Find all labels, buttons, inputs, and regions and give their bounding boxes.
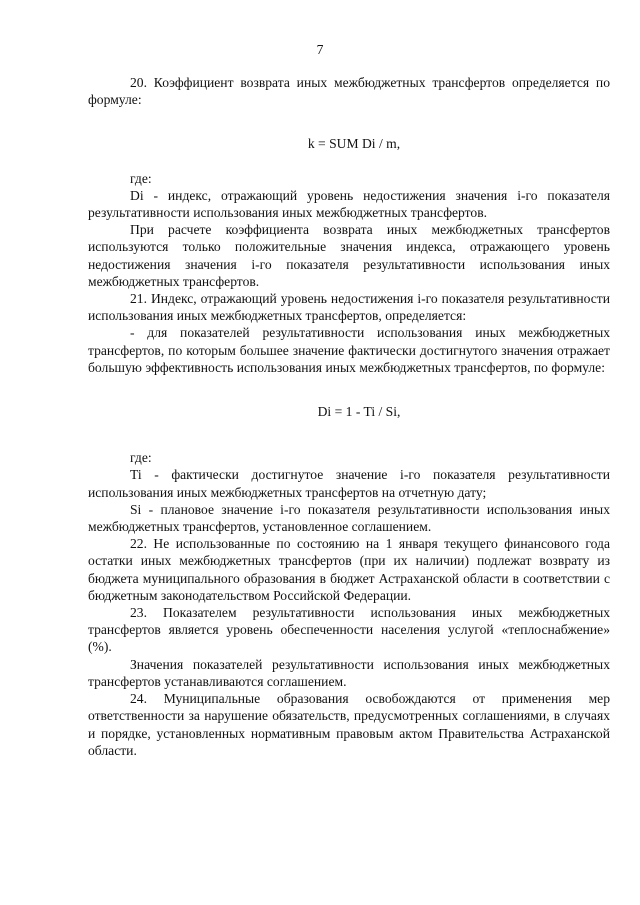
paragraph-indicator-values: Значения показателей результативности использования иных межбюджетных трансфертов устанавливаются соглашением. [88,656,610,689]
where-label: где: [130,450,152,466]
formula-k: k = SUM Di / m, [307,136,401,152]
page-number: 7 [316,42,324,57]
paragraph-20: 20. Коэффициент возврата иных межбюджетных трансфертов определяется по формуле: [88,75,610,108]
paragraph-21-item: - для показателей результативности использования иных межбюджетных трансфертов, по которым большее значение фактически достигнутого значения отражает большую эффективность использования иных межбюджетных трансфертов, по формуле: [88,325,610,375]
formula-di: Di = 1 - Ti / Si, [317,404,401,420]
paragraph-21: 21. Индекс, отражающий уровень недостижения i-го показателя результативности использования иных межбюджетных трансфертов, определяется: [88,291,610,324]
definition-ti: Ti - фактически достигнутое значение i-го показателя результативности использования иных межбюджетных трансфертов на отчетную дату; [88,467,610,500]
paragraph-22: 22. Не использованные по состоянию на 1 января текущего финансового года остатки иных межбюджетных трансфертов (при их наличии) подлежат возврату из бюджета муниципального образования в бюджет Астраханской области в соответствии с бюджетным законодательством Российской Федерации. [88,536,610,603]
paragraph-positive-values: При расчете коэффициента возврата иных межбюджетных трансфертов используются только положительные значения индекса, отражающего уровень недостижения значения i-го показателя результативности использования иных межбюджетных трансфертов. [88,222,610,289]
paragraph-23: 23. Показателем результативности использования иных межбюджетных трансфертов является уровень обеспеченности населения услугой «теплоснабжение» (%). [88,605,610,655]
paragraph-24: 24. Муниципальные образования освобождаются от применения мер ответственности за нарушение обязательств, предусмотренных соглашениями, в случаях и порядке, установленных нормативным правовым актом Правительства Астраханской области. [88,691,610,758]
where-label: где: [130,170,152,186]
document-body [88,74,610,759]
definition-di: Di - индекс, отражающий уровень недостижения значения i-го показателя результативности использования иных межбюджетных трансфертов. [88,187,610,221]
definition-si: Si - плановое значение i-го показателя результативности использования иных межбюджетных трансфертов, установленное соглашением. [88,501,610,535]
